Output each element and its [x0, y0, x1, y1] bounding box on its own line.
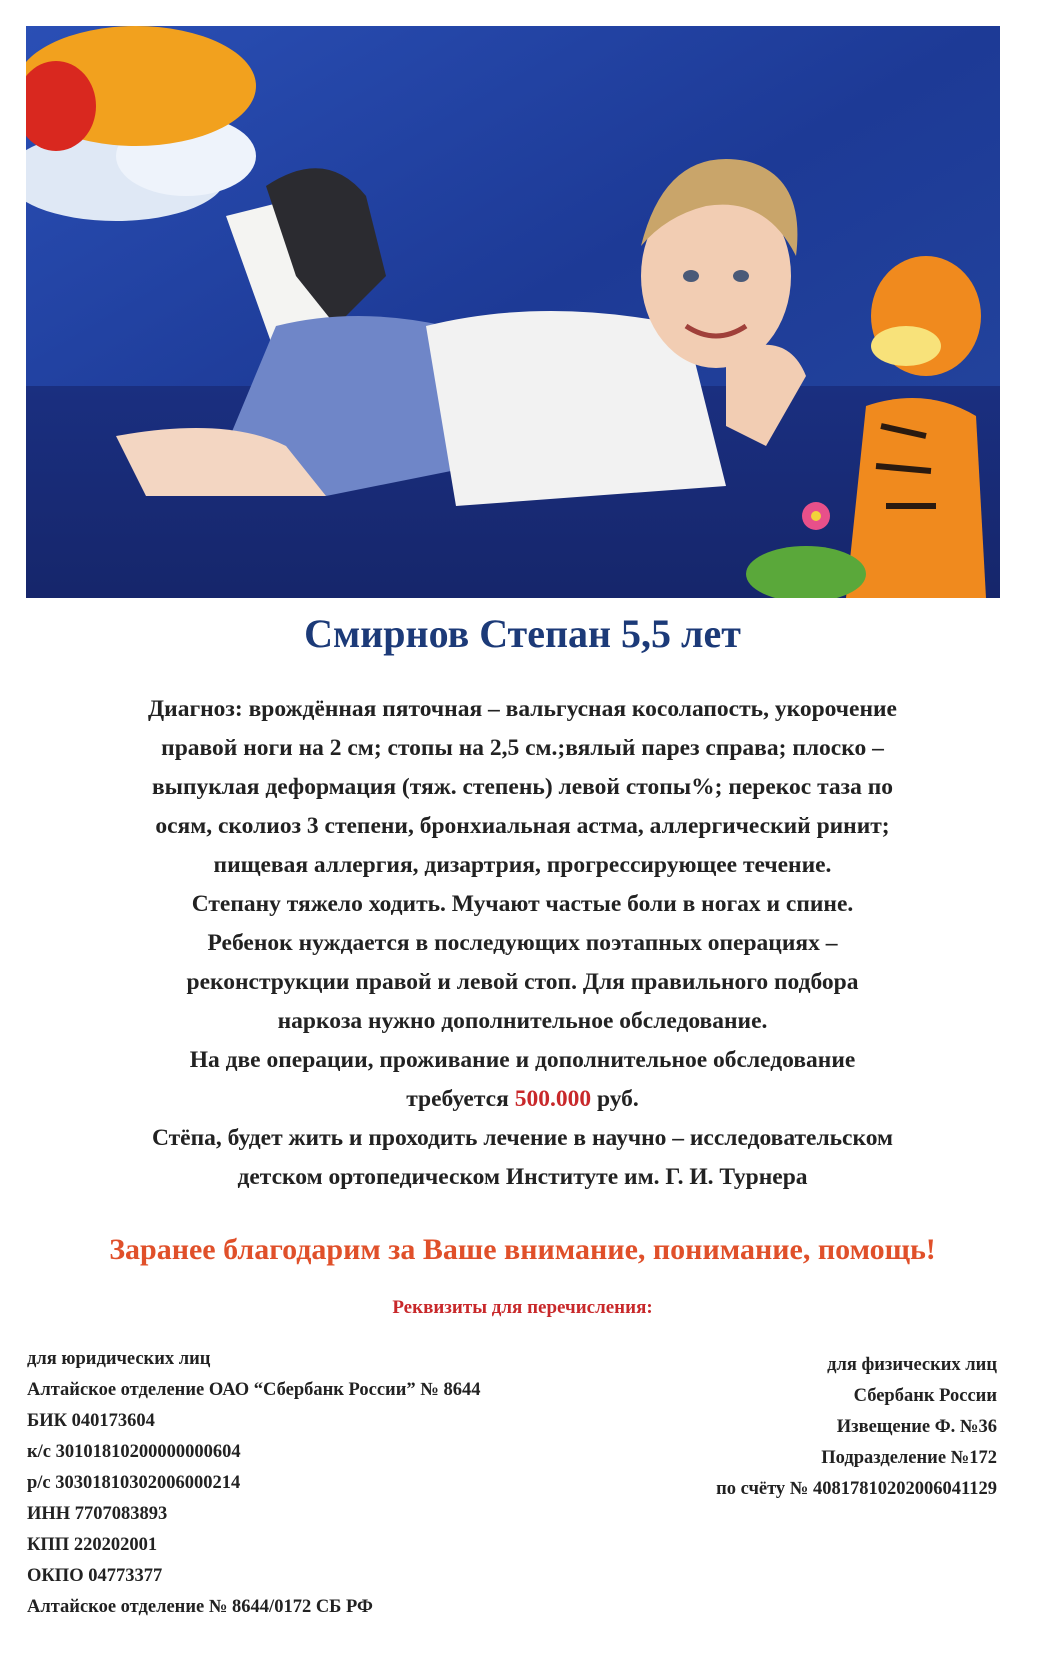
child-photo — [26, 26, 1000, 598]
amount-prefix: требуется — [406, 1086, 515, 1112]
legal-line: ИНН 7707083893 — [27, 1504, 168, 1524]
body-line: наркоза нужно дополнительное обследование. — [277, 1008, 768, 1034]
body-line: Диагноз: врождённая пяточная – вальгусная косолапость, укорочение — [148, 696, 897, 722]
legal-line: Алтайское отделение № 8644/0172 СБ РФ — [27, 1597, 373, 1617]
legal-line: для юридических лиц — [27, 1349, 211, 1369]
body-line: реконструкции правой и левой стоп. Для правильного подбора — [186, 969, 859, 995]
body-line: пищевая аллергия, дизартрия, прогрессирующее течение. — [213, 852, 832, 878]
body-line: Стёпа, будет жить и проходить лечение в научно – исследовательском — [151, 1125, 894, 1151]
body-line: На две операции, проживание и дополнительное обследование — [189, 1047, 856, 1073]
thanks-heading: Заранее благодарим за Ваше внимание, понимание, помощь! — [109, 1233, 936, 1266]
body-line: Степану тяжело ходить. Мучают частые боли в ногах и спине. — [191, 891, 854, 917]
legal-line: р/с 30301810302006000214 — [27, 1473, 241, 1493]
amount-line — [60, 1080, 985, 1119]
body-line: Ребенок нуждается в последующих поэтапных операциях – — [207, 930, 838, 956]
amount-value: 500.000 — [514, 1086, 592, 1112]
body-line: правой ноги на 2 см; стопы на 2,5 см.;вялый парез справа; плоско – — [161, 735, 884, 761]
body-line: осям, сколиоз 3 степени, бронхиальная астма, аллергический ринит; — [155, 813, 890, 839]
description — [60, 690, 985, 1197]
legal-entities-requisites — [27, 1344, 587, 1623]
phys-line: для физических лиц — [827, 1355, 997, 1375]
individuals-requisites — [577, 1350, 997, 1505]
phys-line: Извещение Ф. №36 — [836, 1417, 997, 1437]
requisites-title: Реквизиты для перечисления: — [392, 1297, 653, 1318]
legal-line: БИК 040173604 — [27, 1411, 155, 1431]
body-line: выпуклая деформация (тяж. степень) левой стопы%; перекос таза по — [151, 774, 894, 800]
phys-line: Подразделение №172 — [821, 1448, 997, 1468]
legal-line: ОКПО 04773377 — [27, 1566, 163, 1586]
amount-suffix: руб. — [591, 1086, 639, 1112]
phys-line: Сбербанк России — [853, 1386, 997, 1406]
legal-line: к/с 30101810200000000604 — [27, 1442, 241, 1462]
page-title: Смирнов Степан 5,5 лет — [304, 611, 741, 656]
body-line: детском ортопедическом Институте им. Г. И. Турнера — [237, 1164, 808, 1190]
legal-line: КПП 220202001 — [27, 1535, 158, 1555]
photo-illustration — [26, 26, 1000, 598]
phys-line: по счёту № 40817810202006041129 — [716, 1479, 997, 1499]
legal-line: Алтайское отделение ОАО “Сбербанк России” № 8644 — [27, 1380, 481, 1400]
